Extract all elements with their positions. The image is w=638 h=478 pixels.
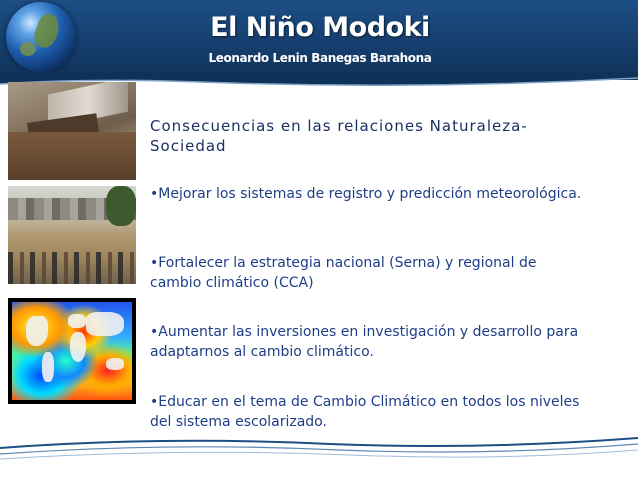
flood-photo xyxy=(8,186,136,284)
section-heading: Consecuencias en las relaciones Naturaleza-Sociedad xyxy=(150,117,528,155)
slide-author: Leonardo Lenin Banegas Barahona xyxy=(208,51,432,65)
earth-globe-icon xyxy=(6,2,76,72)
bullet-item: •Educar en el tema de Cambio Climático en todos los niveles del sistema escolarizado. xyxy=(150,394,580,430)
landslide-photo xyxy=(8,82,136,180)
slide-title: El Niño Modoki xyxy=(210,12,430,43)
slide-header xyxy=(0,0,638,80)
sea-temperature-map xyxy=(8,298,136,404)
bullet-item: •Aumentar las inversiones en investigación y desarrollo para adaptarnos al cambio climático. xyxy=(150,324,579,360)
bullet-item: •Fortalecer la estrategia nacional (Serna) y regional de cambio climático (CCA) xyxy=(150,255,537,291)
footer-waves xyxy=(0,430,638,470)
slide-content xyxy=(150,116,590,430)
bullet-item: •Mejorar los sistemas de registro y predicción meteorológica. xyxy=(150,186,582,202)
